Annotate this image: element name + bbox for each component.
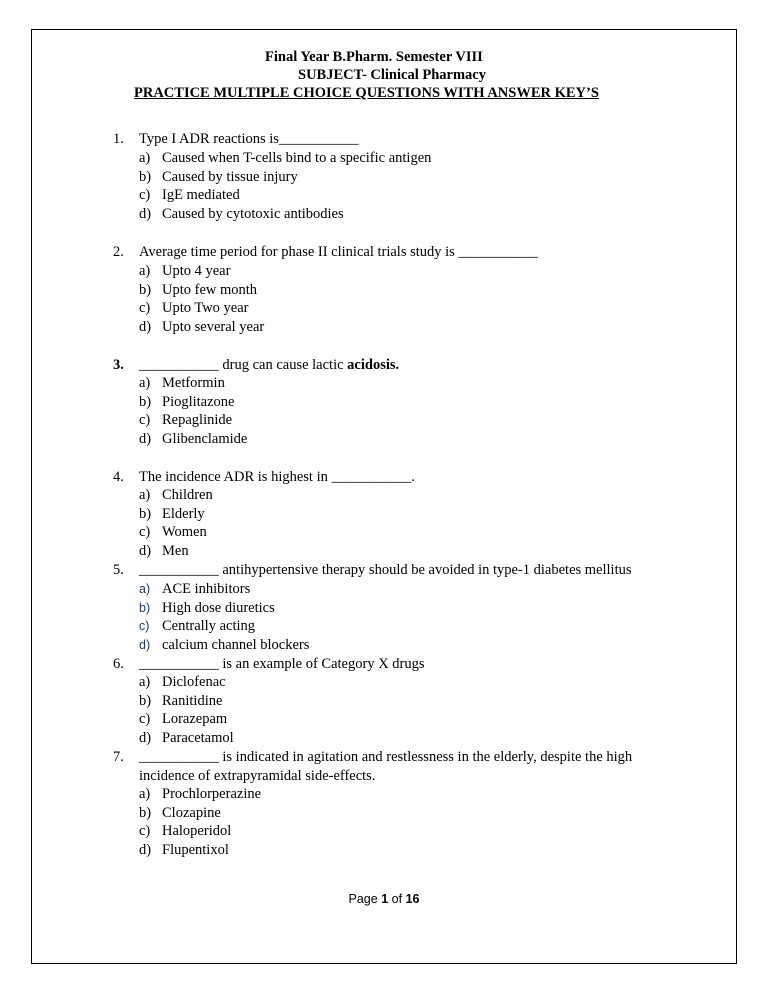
question-stem: ___________ drug can cause lactic acidosis. bbox=[139, 357, 400, 373]
header-subject: SUBJECT- Clinical Pharmacy bbox=[298, 67, 486, 83]
question-number: 6. bbox=[113, 656, 124, 672]
question-number: 5. bbox=[113, 562, 124, 578]
question-number: 1. bbox=[113, 131, 124, 147]
question-stem: ___________ antihypertensive therapy should be avoided in type-1 diabetes mellitus bbox=[139, 562, 632, 578]
question-stem: The incidence ADR is highest in ___________. bbox=[139, 469, 415, 485]
page-label: Page bbox=[348, 892, 378, 906]
question-stem: Type I ADR reactions is___________ bbox=[139, 131, 359, 147]
question-stem: Average time period for phase II clinical trials study is ___________ bbox=[139, 244, 539, 260]
question-number: 7. bbox=[113, 749, 124, 765]
page-border bbox=[31, 29, 737, 964]
header-heading: PRACTICE MULTIPLE CHOICE QUESTIONS WITH ANSWER KEY’S bbox=[134, 85, 599, 101]
question-stem: ___________ is indicated in agitation and restlessness in the elderly, despite the high bbox=[139, 749, 633, 765]
emphasis-text: acidosis. bbox=[347, 357, 400, 373]
page-number: 1 bbox=[381, 892, 389, 906]
question-number: 2. bbox=[113, 244, 124, 260]
question-number: 4. bbox=[113, 469, 124, 485]
question-number: 3. bbox=[113, 357, 124, 373]
header-title: Final Year B.Pharm. Semester VIII bbox=[265, 49, 483, 65]
of-label: of bbox=[391, 892, 403, 906]
total-pages: 16 bbox=[405, 892, 420, 906]
page-footer bbox=[0, 892, 768, 906]
question-stem-continued: incidence of extrapyramidal side-effects. bbox=[139, 768, 376, 784]
question-stem: ___________ is an example of Category X drugs bbox=[139, 656, 425, 672]
